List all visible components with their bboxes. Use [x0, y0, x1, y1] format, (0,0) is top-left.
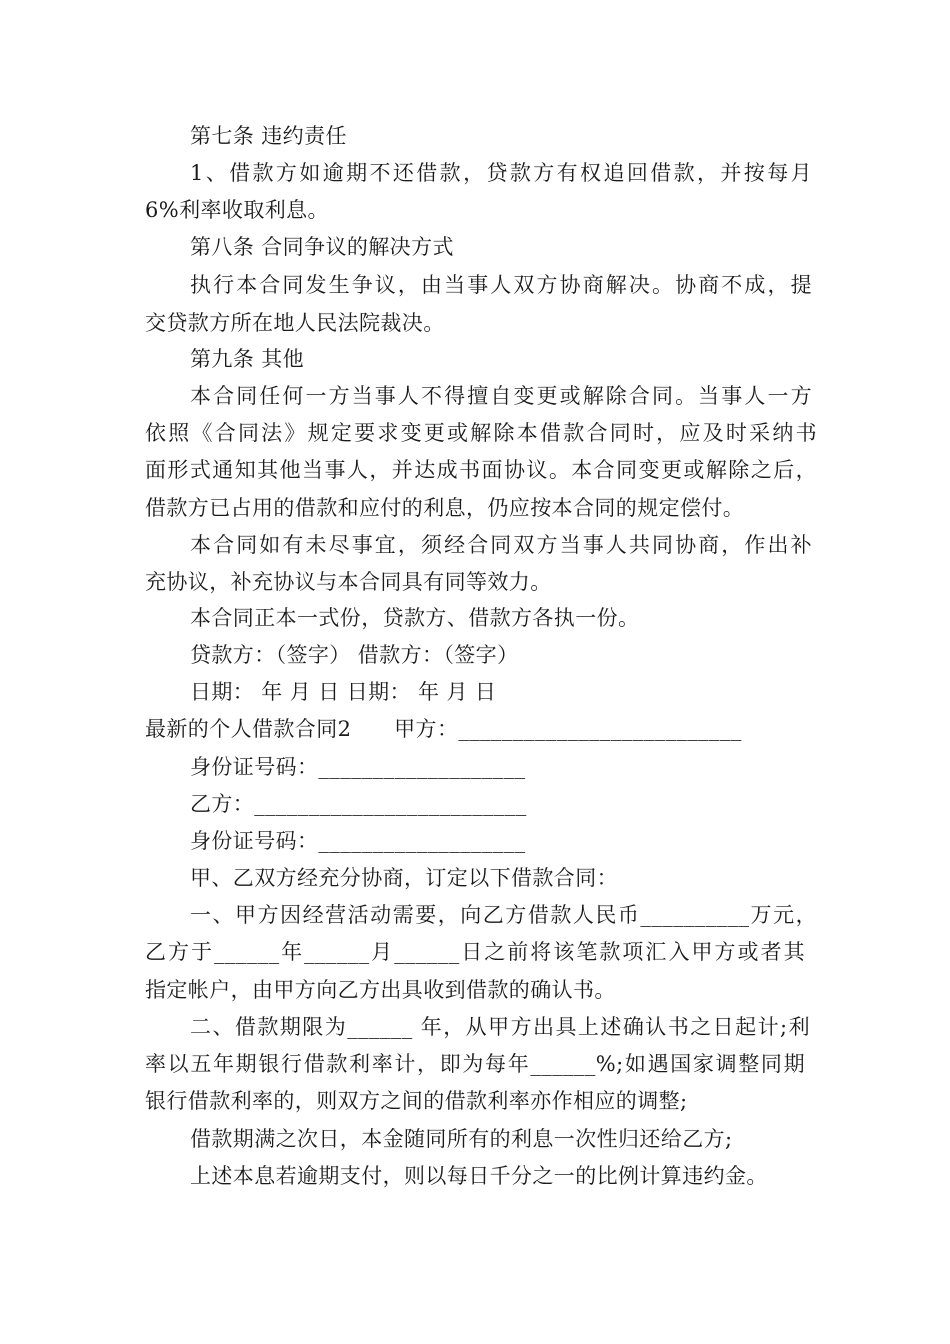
paragraph-line: 本合同正本一式份，贷款方、借款方各执一份。 [190, 606, 640, 630]
paragraph-line: 依照《合同法》规定要求变更或解除本借款合同时，应及时采纳书 [145, 421, 817, 445]
paragraph-line: 指定帐户，由甲方向乙方出具收到借款的确认书。 [145, 978, 616, 1002]
paragraph-line: 交贷款方所在地人民法院裁决。 [145, 311, 445, 335]
article-8-heading: 第八条 合同争议的解决方式 [190, 235, 454, 259]
paragraph-line: 1、借款方如逾期不还借款，贷款方有权追回借款，并按每月 [190, 161, 812, 185]
paragraph-line: 上述本息若逾期支付，则以每日千分之一的比例计算违约金。 [190, 1164, 768, 1188]
article-7-heading: 第七条 违约责任 [190, 124, 347, 148]
paragraph-line: 银行借款利率的，则双方之间的借款利率亦作相应的调整; [145, 1089, 688, 1113]
paragraph-line: 本合同任何一方当事人不得擅自变更或解除合同。当事人一方 [190, 384, 812, 408]
paragraph-line: 充协议，补充协议与本合同具有同等效力。 [145, 570, 552, 594]
contract-2-title-line: 最新的个人借款合同2 甲方：__________________________ [145, 717, 742, 741]
paragraph-line: 面形式通知其他当事人，并达成书面协议。本合同变更或解除之后， [145, 458, 817, 482]
paragraph-line: 执行本合同发生争议，由当事人双方协商解决。协商不成，提 [190, 273, 812, 297]
date-line: 日期： 年 月 日 日期： 年 月 日 [190, 680, 497, 704]
paragraph-line: 一、甲方因经营活动需要，向乙方借款人民币__________万元， [190, 903, 817, 927]
party-b-field: 乙方：_________________________ [190, 792, 527, 816]
article-9-heading: 第九条 其他 [190, 347, 305, 371]
paragraph-line: 率以五年期银行借款利率计，即为每年______%;如遇国家调整同期 [145, 1052, 805, 1076]
signature-line: 贷款方：（签字） 借款方：（签字） [190, 643, 519, 667]
paragraph-line: 借款方已占用的借款和应付的利息，仍应按本合同的规定偿付。 [145, 496, 745, 520]
id-number-field: 身份证号码：___________________ [190, 755, 526, 779]
paragraph-line: 二、借款期限为______ 年，从甲方出具上述确认书之日起计;利 [190, 1015, 810, 1039]
paragraph-line: 本合同如有未尽事宜，须经合同双方当事人共同协商，作出补 [190, 533, 812, 557]
paragraph-line: 乙方于______年______月______日之前将该笔款项汇入甲方或者其 [145, 940, 805, 964]
paragraph-line: 甲、乙双方经充分协商，订定以下借款合同： [190, 866, 618, 890]
paragraph-line: 借款期满之次日，本金随同所有的利息一次性归还给乙方; [190, 1127, 733, 1151]
id-number-field: 身份证号码：___________________ [190, 829, 526, 853]
paragraph-line: 6%利率收取利息。 [145, 198, 329, 222]
